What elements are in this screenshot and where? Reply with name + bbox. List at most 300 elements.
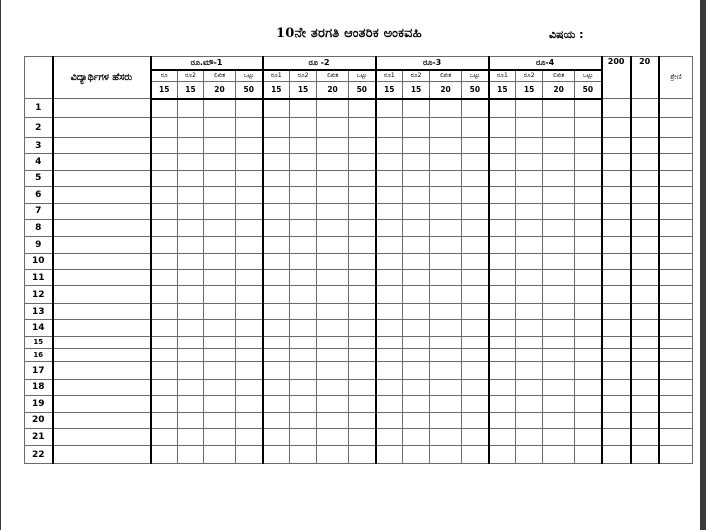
grade-cell	[659, 412, 693, 428]
mark-cell	[575, 170, 602, 186]
mark-cell	[204, 303, 236, 319]
table-row	[25, 154, 693, 170]
row-number: 15	[25, 336, 53, 348]
mark-cell	[349, 286, 376, 303]
test-2-sub-1-max: 15	[263, 81, 290, 98]
mark-cell	[376, 396, 403, 412]
mark-cell	[430, 446, 462, 464]
mark-cell	[317, 362, 349, 379]
student-name-cell	[53, 428, 151, 445]
mark-cell	[236, 412, 263, 428]
mark-cell	[489, 396, 516, 412]
mark-cell	[263, 253, 290, 269]
mark-cell	[178, 348, 204, 361]
test-3-sub-1-max: 15	[376, 81, 403, 98]
mark-cell	[489, 237, 516, 253]
mark-cell	[376, 379, 403, 395]
mark-cell	[349, 170, 376, 186]
mark-cell	[575, 137, 602, 153]
mark-cell	[430, 154, 462, 170]
total-200-cell	[602, 118, 631, 137]
mark-cell	[263, 428, 290, 445]
mark-cell	[151, 270, 178, 286]
mark-cell	[263, 412, 290, 428]
mark-cell	[430, 428, 462, 445]
mark-cell	[575, 446, 602, 464]
mark-cell	[489, 219, 516, 236]
mark-cell	[516, 286, 543, 303]
mark-cell	[349, 99, 376, 118]
grade-cell	[659, 118, 693, 137]
total-20-header: 20	[631, 57, 659, 99]
total-200-cell	[602, 170, 631, 186]
mark-cell	[376, 412, 403, 428]
mark-cell	[516, 137, 543, 153]
mark-cell	[151, 118, 178, 137]
mark-cell	[376, 303, 403, 319]
mark-cell	[204, 270, 236, 286]
mark-cell	[489, 170, 516, 186]
mark-cell	[178, 286, 204, 303]
grade-cell	[659, 170, 693, 186]
mark-cell	[236, 428, 263, 445]
grade-cell	[659, 203, 693, 219]
mark-cell	[317, 237, 349, 253]
grade-cell	[659, 348, 693, 361]
mark-cell	[575, 237, 602, 253]
mark-cell	[516, 170, 543, 186]
mark-cell	[403, 396, 430, 412]
mark-cell	[204, 362, 236, 379]
mark-cell	[178, 237, 204, 253]
page-title: 10ನೇ ತರಗತಿ ಆಂತರಿಕ ಅಂಕವಹಿ	[276, 26, 422, 41]
mark-cell	[263, 379, 290, 395]
total-20-cell	[631, 396, 659, 412]
mark-cell	[290, 396, 317, 412]
total-20-cell	[631, 362, 659, 379]
mark-cell	[290, 137, 317, 153]
mark-cell	[543, 137, 575, 153]
mark-cell	[376, 187, 403, 203]
mark-cell	[403, 379, 430, 395]
mark-cell	[543, 362, 575, 379]
student-name-cell	[53, 237, 151, 253]
mark-cell	[376, 99, 403, 118]
total-200-cell	[602, 320, 631, 336]
mark-cell	[317, 154, 349, 170]
mark-cell	[349, 137, 376, 153]
mark-cell	[376, 428, 403, 445]
student-name-cell	[53, 286, 151, 303]
mark-cell	[462, 379, 489, 395]
total-20-cell	[631, 137, 659, 153]
mark-cell	[204, 379, 236, 395]
test-3-header: ರೂ-3	[376, 57, 489, 70]
mark-cell	[489, 99, 516, 118]
mark-cell	[430, 187, 462, 203]
mark-cell	[430, 348, 462, 361]
mark-cell	[376, 446, 403, 464]
mark-cell	[403, 99, 430, 118]
mark-cell	[543, 379, 575, 395]
mark-cell	[489, 253, 516, 269]
mark-cell	[376, 348, 403, 361]
mark-cell	[317, 336, 349, 348]
grade-cell	[659, 320, 693, 336]
mark-cell	[403, 118, 430, 137]
mark-cell	[349, 362, 376, 379]
mark-cell	[575, 203, 602, 219]
mark-cell	[575, 219, 602, 236]
mark-cell	[376, 170, 403, 186]
mark-cell	[349, 320, 376, 336]
grade-cell	[659, 270, 693, 286]
mark-cell	[462, 118, 489, 137]
total-20-cell	[631, 336, 659, 348]
mark-cell	[489, 336, 516, 348]
mark-cell	[430, 253, 462, 269]
test-1-sub-3-label: ಲಿಖಿತ	[204, 70, 236, 81]
mark-cell	[403, 362, 430, 379]
mark-cell	[178, 137, 204, 153]
mark-cell	[489, 303, 516, 319]
mark-cell	[317, 170, 349, 186]
mark-cell	[263, 320, 290, 336]
mark-cell	[543, 303, 575, 319]
mark-cell	[543, 253, 575, 269]
mark-cell	[178, 412, 204, 428]
mark-cell	[516, 203, 543, 219]
mark-cell	[317, 412, 349, 428]
mark-cell	[151, 237, 178, 253]
mark-cell	[349, 336, 376, 348]
total-200-cell	[602, 412, 631, 428]
mark-cell	[317, 320, 349, 336]
total-20-cell	[631, 154, 659, 170]
test-3-sub-2-label: ರೂ2	[403, 70, 430, 81]
mark-cell	[462, 320, 489, 336]
mark-cell	[151, 286, 178, 303]
grade-cell	[659, 187, 693, 203]
student-name-cell	[53, 379, 151, 395]
mark-cell	[263, 219, 290, 236]
mark-cell	[204, 237, 236, 253]
mark-cell	[575, 362, 602, 379]
sno-header-cell	[25, 57, 53, 99]
test-1-sub-4-label: ಒಟ್ಟು	[236, 70, 263, 81]
total-200-cell	[602, 379, 631, 395]
mark-cell	[151, 428, 178, 445]
mark-cell	[236, 137, 263, 153]
mark-cell	[178, 362, 204, 379]
mark-cell	[317, 187, 349, 203]
grade-cell	[659, 396, 693, 412]
test-1-sub-1-max: 15	[151, 81, 178, 98]
test-1-sub-2-max: 15	[178, 81, 204, 98]
grade-cell	[659, 219, 693, 236]
mark-cell	[236, 253, 263, 269]
test-2-sub-3-label: ಲಿಖಿತ	[317, 70, 349, 81]
mark-cell	[204, 253, 236, 269]
mark-cell	[349, 187, 376, 203]
mark-cell	[430, 320, 462, 336]
mark-cell	[151, 203, 178, 219]
mark-cell	[317, 219, 349, 236]
mark-cell	[376, 362, 403, 379]
mark-cell	[290, 428, 317, 445]
grade-cell	[659, 379, 693, 395]
mark-cell	[489, 412, 516, 428]
student-name-cell	[53, 219, 151, 236]
total-20-cell	[631, 118, 659, 137]
mark-cell	[489, 286, 516, 303]
mark-cell	[516, 187, 543, 203]
table-row	[25, 303, 693, 319]
mark-cell	[290, 286, 317, 303]
mark-cell	[290, 219, 317, 236]
row-number: 19	[25, 396, 53, 412]
mark-cell	[376, 286, 403, 303]
total-20-cell	[631, 187, 659, 203]
mark-cell	[462, 428, 489, 445]
grade-cell	[659, 237, 693, 253]
mark-cell	[263, 203, 290, 219]
student-name-cell	[53, 320, 151, 336]
mark-cell	[178, 428, 204, 445]
mark-cell	[575, 336, 602, 348]
test-4-sub-2-max: 15	[516, 81, 543, 98]
test-4-sub-3-max: 20	[543, 81, 575, 98]
table-row	[25, 203, 693, 219]
test-2-header: ರೂ -2	[263, 57, 376, 70]
mark-cell	[151, 379, 178, 395]
mark-cell	[236, 336, 263, 348]
mark-cell	[236, 219, 263, 236]
mark-cell	[151, 412, 178, 428]
mark-cell	[236, 170, 263, 186]
row-number: 20	[25, 412, 53, 428]
mark-cell	[204, 203, 236, 219]
mark-cell	[516, 412, 543, 428]
mark-cell	[430, 118, 462, 137]
grade-cell	[659, 99, 693, 118]
test-2-sub-3-max: 20	[317, 81, 349, 98]
test-3-sub-4-label: ಒಟ್ಟು	[462, 70, 489, 81]
student-name-cell	[53, 203, 151, 219]
mark-cell	[489, 320, 516, 336]
mark-cell	[290, 412, 317, 428]
mark-cell	[236, 286, 263, 303]
mark-cell	[462, 137, 489, 153]
mark-cell	[263, 303, 290, 319]
mark-cell	[290, 348, 317, 361]
student-name-cell	[53, 348, 151, 361]
mark-cell	[376, 320, 403, 336]
test-3-sub-3-max: 20	[430, 81, 462, 98]
test-2-sub-2-max: 15	[290, 81, 317, 98]
student-name-cell	[53, 362, 151, 379]
mark-cell	[489, 270, 516, 286]
mark-cell	[204, 187, 236, 203]
mark-cell	[516, 348, 543, 361]
total-200-cell	[602, 303, 631, 319]
test-4-sub-4-max: 50	[575, 81, 602, 98]
mark-cell	[543, 348, 575, 361]
mark-cell	[290, 362, 317, 379]
mark-cell	[462, 362, 489, 379]
row-number: 21	[25, 428, 53, 445]
mark-cell	[290, 118, 317, 137]
mark-cell	[151, 446, 178, 464]
student-name-header: ವಿದ್ಯಾರ್ಥಿಗಳ ಹೆಸರು	[53, 57, 151, 99]
mark-cell	[516, 118, 543, 137]
table-row	[25, 362, 693, 379]
mark-cell	[317, 118, 349, 137]
mark-cell	[349, 348, 376, 361]
total-200-cell	[602, 362, 631, 379]
table-row	[25, 99, 693, 118]
mark-cell	[462, 336, 489, 348]
mark-cell	[516, 446, 543, 464]
marks-register-table	[24, 56, 693, 464]
mark-cell	[349, 118, 376, 137]
mark-cell	[430, 336, 462, 348]
student-name-cell	[53, 270, 151, 286]
test-3-sub-3-label: ಲಿಖಿತ	[430, 70, 462, 81]
mark-cell	[516, 99, 543, 118]
row-number: 11	[25, 270, 53, 286]
test-4-header: ರೂ-4	[489, 57, 602, 70]
table-row	[25, 348, 693, 361]
mark-cell	[403, 446, 430, 464]
mark-cell	[489, 428, 516, 445]
mark-cell	[575, 320, 602, 336]
student-name-cell	[53, 187, 151, 203]
mark-cell	[543, 118, 575, 137]
row-number: 4	[25, 154, 53, 170]
page-right-edge	[700, 0, 706, 530]
test-1-sub-2-label: ರೂ2	[178, 70, 204, 81]
student-name-cell	[53, 396, 151, 412]
table-row	[25, 412, 693, 428]
mark-cell	[543, 170, 575, 186]
student-name-cell	[53, 137, 151, 153]
mark-cell	[376, 203, 403, 219]
mark-cell	[543, 396, 575, 412]
mark-cell	[516, 270, 543, 286]
test-1-sub-3-max: 20	[204, 81, 236, 98]
grade-cell	[659, 303, 693, 319]
mark-cell	[204, 428, 236, 445]
mark-cell	[178, 379, 204, 395]
mark-cell	[178, 219, 204, 236]
student-name-cell	[53, 336, 151, 348]
mark-cell	[204, 154, 236, 170]
row-number: 14	[25, 320, 53, 336]
mark-cell	[204, 286, 236, 303]
test-4-sub-4-label: ಒಟ್ಟು	[575, 70, 602, 81]
mark-cell	[290, 203, 317, 219]
mark-cell	[575, 154, 602, 170]
mark-cell	[317, 446, 349, 464]
total-200-cell	[602, 203, 631, 219]
total-20-cell	[631, 379, 659, 395]
mark-cell	[263, 336, 290, 348]
mark-cell	[462, 412, 489, 428]
mark-cell	[151, 219, 178, 236]
total-200-cell	[602, 154, 631, 170]
mark-cell	[349, 219, 376, 236]
test-2-sub-4-label: ಒಟ್ಟು	[349, 70, 376, 81]
test-3-sub-4-max: 50	[462, 81, 489, 98]
total-20-cell	[631, 170, 659, 186]
grade-cell	[659, 154, 693, 170]
mark-cell	[575, 187, 602, 203]
mark-cell	[430, 219, 462, 236]
total-200-cell	[602, 428, 631, 445]
mark-cell	[290, 303, 317, 319]
mark-cell	[516, 237, 543, 253]
mark-cell	[516, 362, 543, 379]
mark-cell	[178, 203, 204, 219]
row-number: 12	[25, 286, 53, 303]
mark-cell	[204, 99, 236, 118]
table-row	[25, 446, 693, 464]
mark-cell	[543, 237, 575, 253]
mark-cell	[462, 170, 489, 186]
mark-cell	[516, 303, 543, 319]
mark-cell	[543, 286, 575, 303]
mark-cell	[489, 362, 516, 379]
mark-cell	[376, 137, 403, 153]
mark-cell	[204, 412, 236, 428]
total-20-cell	[631, 99, 659, 118]
total-200-cell	[602, 99, 631, 118]
mark-cell	[543, 219, 575, 236]
total-200-cell	[602, 348, 631, 361]
mark-cell	[376, 118, 403, 137]
mark-cell	[462, 237, 489, 253]
total-200-cell	[602, 396, 631, 412]
mark-cell	[151, 320, 178, 336]
row-number: 2	[25, 118, 53, 137]
total-200-cell	[602, 286, 631, 303]
mark-cell	[462, 446, 489, 464]
total-200-cell	[602, 336, 631, 348]
row-number: 13	[25, 303, 53, 319]
total-20-cell	[631, 348, 659, 361]
mark-cell	[349, 270, 376, 286]
mark-cell	[317, 303, 349, 319]
mark-cell	[236, 348, 263, 361]
mark-cell	[204, 137, 236, 153]
mark-cell	[151, 170, 178, 186]
mark-cell	[290, 379, 317, 395]
total-20-cell	[631, 303, 659, 319]
mark-cell	[151, 253, 178, 269]
mark-cell	[263, 286, 290, 303]
mark-cell	[236, 154, 263, 170]
student-name-cell	[53, 99, 151, 118]
mark-cell	[575, 286, 602, 303]
total-200-cell	[602, 137, 631, 153]
mark-cell	[263, 237, 290, 253]
table-row	[25, 237, 693, 253]
mark-cell	[575, 118, 602, 137]
row-number: 22	[25, 446, 53, 464]
table-row	[25, 118, 693, 137]
test-1-header: ರೂ.ಮೌ-1	[151, 57, 263, 70]
